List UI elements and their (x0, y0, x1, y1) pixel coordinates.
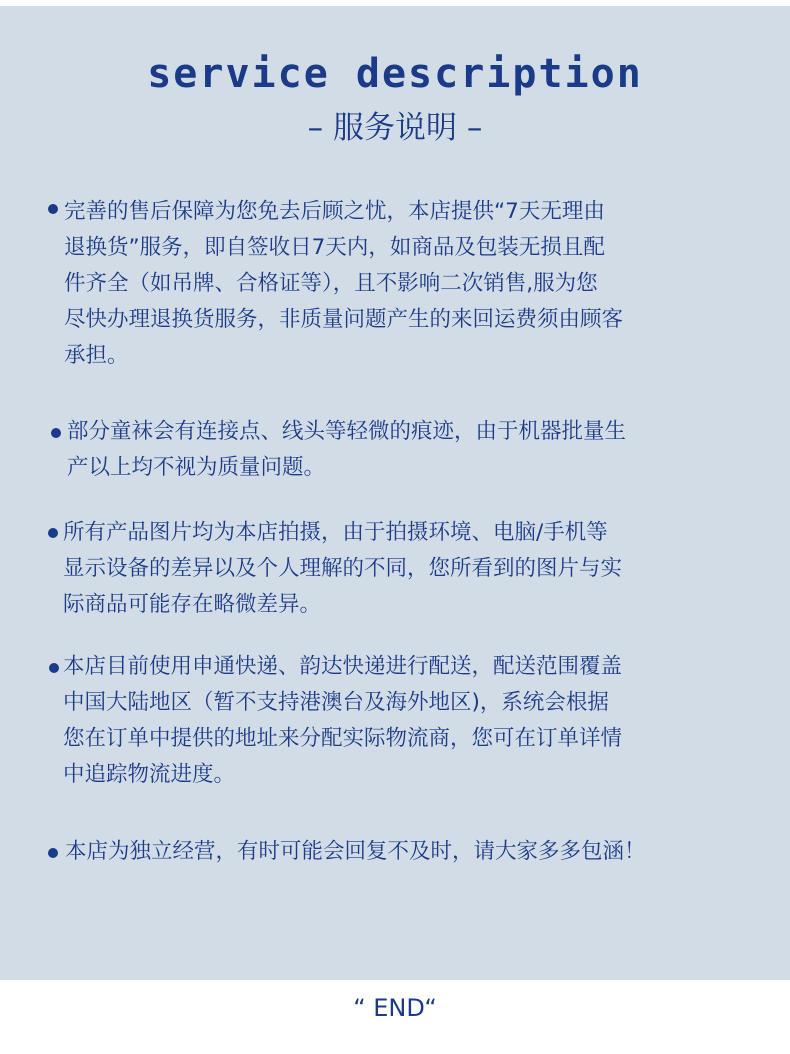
bullet-dot-icon (49, 663, 59, 673)
list-item (63, 649, 743, 793)
bullet-dot-icon (48, 848, 58, 858)
list-item-text: 本店目前使用申通快递、韵达快递进行配送，配送范围覆盖 中国大陆地区（暂不支持港澳台及海外地区)，系统会根据 您在订单中提供的地址来分配实际物流商，您可在订单详情 中追踪物流进度。 (63, 654, 623, 787)
list-item (65, 834, 765, 870)
bullet-dot-icon (48, 204, 58, 214)
list-item (63, 515, 743, 623)
end-label: “ END“ (353, 994, 437, 1022)
list-item-text: 部分童袜会有连接点、线头等轻微的痕迹，由于机器批量生 产以上均不视为质量问题。 (67, 419, 627, 480)
title-chinese: – 服务说明 – (307, 110, 483, 146)
list-item-text: 本店为独立经营，有时可能会回复不及时，请大家多多包涵！ (65, 839, 646, 864)
bullet-dot-icon (48, 528, 58, 538)
bullet-dot-icon (51, 428, 61, 438)
title-english: service description (147, 51, 643, 97)
list-item-text: 完善的售后保障为您免去后顾之忧，本店提供“7天无理由 退换货”服务，即自签收日7天内，如商品及包装无损且配 件齐全（如吊牌、合格证等），且不影响二次销售,服为您 尽快办理退换货服务，非质量问题产生的来回运费须由顾客 承担。 (64, 199, 624, 368)
list-item (64, 194, 744, 374)
list-item (67, 414, 747, 486)
list-item-text: 所有产品图片均为本店拍摄，由于拍摄环境、电脑/手机等 显示设备的差异以及个人理解的不同，您所看到的图片与实 际商品可能存在略微差异。 (63, 520, 623, 617)
